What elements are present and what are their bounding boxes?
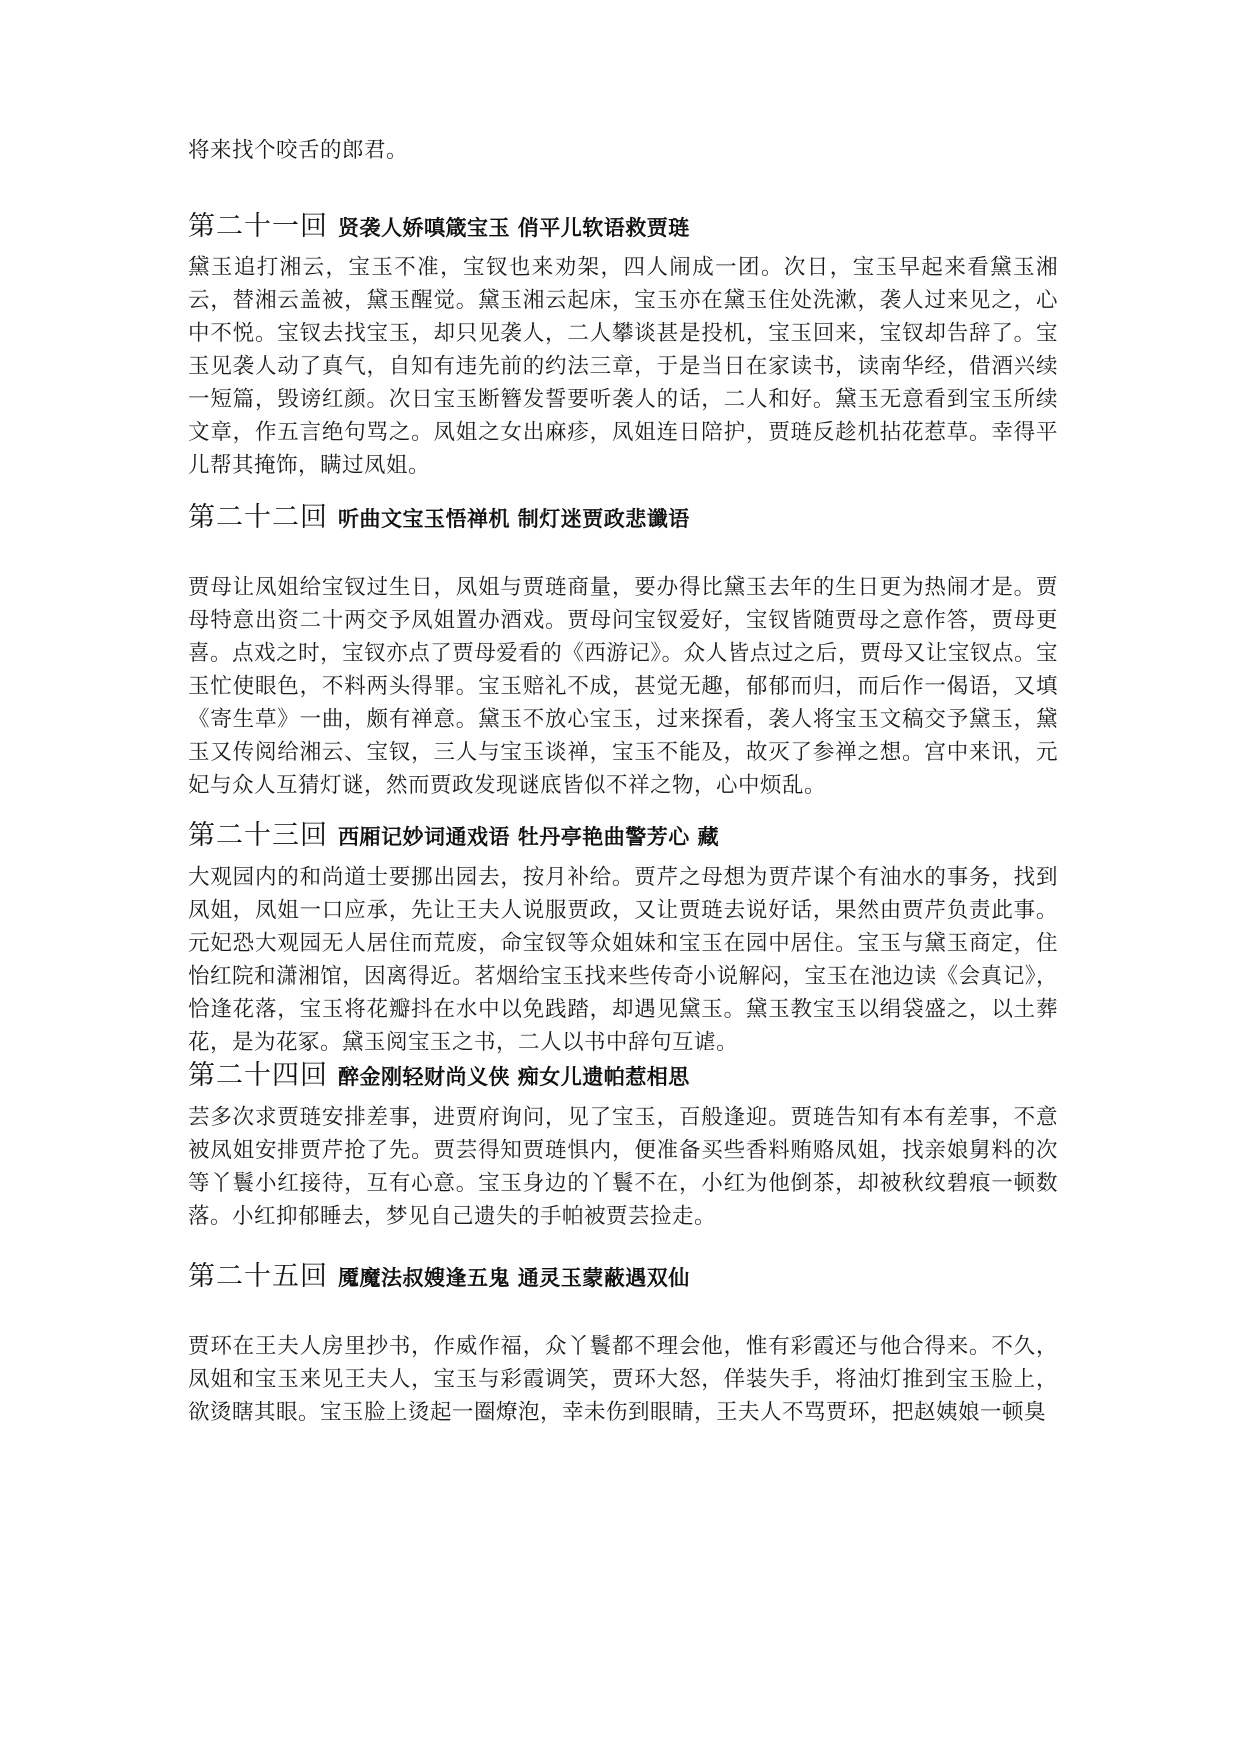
chapter-number: 第二十五回 [188,1261,328,1292]
chapter-title: 西厢记妙词通戏语 牡丹亭艳曲警芳心 藏 [338,824,720,849]
chapter-title: 醉金刚轻财尚义侠 痴女儿遗帕惹相思 [338,1064,690,1089]
chapter-number: 第二十一回 [188,211,328,242]
chapter-heading [188,1053,1058,1092]
chapter-title: 听曲文宝玉悟禅机 制灯迷贾政悲谶语 [338,506,690,531]
chapter-heading [188,813,1058,852]
chapter-summary: 芸多次求贾琏安排差事，进贾府询问，见了宝玉，百般逢迎。贾琏告知有本有差事，不意被凤姐安排贾芹抢了先。贾芸得知贾琏惧内，便准备买些香料贿赂凤姐，找亲娘舅料的次等丫鬟小红接待，互有心意。宝玉身边的丫鬟不在，小红为他倒茶，却被秋纹碧痕一顿数落。小红抑郁睡去，梦见自己遗失的手帕被贾芸捡走。 [188,1105,1058,1229]
chapter-number: 第二十三回 [188,820,328,851]
chapter-number: 第二十四回 [188,1060,328,1091]
chapter-title: 贤袭人娇嗔箴宝玉 俏平儿软语救贾琏 [338,215,690,240]
chapter-summary: 黛玉追打湘云，宝玉不准，宝钗也来劝架，四人闹成一团。次日，宝玉早起来看黛玉湘云，替湘云盖被，黛玉醒觉。黛玉湘云起床，宝玉亦在黛玉住处洗漱，袭人过来见之，心中不悦。宝钗去找宝玉，却只见袭人，二人攀谈甚是投机，宝玉回来，宝钗却告辞了。宝玉见袭人动了真气，自知有违先前的约法三章，于是当日在家读书，读南华经，借酒兴续一短篇，毁谤红颜。次日宝玉断簪发誓要听袭人的话，二人和好。黛玉无意看到宝玉所续文章，作五言绝句骂之。凤姐之女出麻疹，凤姐连日陪护，贾琏反趁机拈花惹草。幸得平儿帮其掩饰，瞒过凤姐。 [188,255,1058,478]
intro-line: 将来找个咬舌的郎君。 [188,138,409,163]
chapter-summary: 贾环在王夫人房里抄书，作威作福，众丫鬟都不理会他，惟有彩霞还与他合得来。不久，凤姐和宝玉来见王夫人，宝玉与彩霞调笑，贾环大怒，佯装失手，将油灯推到宝玉脸上，欲烫瞎其眼。宝玉脸上烫起一圈燎泡，幸未伤到眼睛，王夫人不骂贾环，把赵姨娘一顿臭 [188,1334,1058,1425]
chapter-heading [188,204,1058,243]
chapter-number: 第二十二回 [188,502,328,533]
chapter-heading [188,1254,1058,1293]
chapter-summary: 贾母让凤姐给宝钗过生日，凤姐与贾琏商量，要办得比黛玉去年的生日更为热闹才是。贾母特意出资二十两交予凤姐置办酒戏。贾母问宝钗爱好，宝钗皆随贾母之意作答，贾母更喜。点戏之时，宝钗亦点了贾母爱看的《西游记》。众人皆点过之后，贾母又让宝钗点。宝玉忙使眼色，不料两头得罪。宝玉赔礼不成，甚觉无趣，郁郁而归，而后作一偈语，又填《寄生草》一曲，颇有禅意。黛玉不放心宝玉，过来探看，袭人将宝玉文稿交予黛玉，黛玉又传阅给湘云、宝钗，三人与宝玉谈禅，宝玉不能及，故灭了参禅之想。宫中来讯，元妃与众人互猜灯谜，然而贾政发现谜底皆似不祥之物，心中烦乱。 [188,575,1058,798]
chapter-summary: 大观园内的和尚道士要挪出园去，按月补给。贾芹之母想为贾芹谋个有油水的事务，找到凤姐，凤姐一口应承，先让王夫人说服贾政，又让贾琏去说好话，果然由贾芹负责此事。元妃恐大观园无人居住而荒废，命宝钗等众姐妹和宝玉在园中居住。宝玉与黛玉商定，住怡红院和潇湘馆，因离得近。茗烟给宝玉找来些传奇小说解闷，宝玉在池边读《会真记》，恰逢花落，宝玉将花瓣抖在水中以免践踏，却遇见黛玉。黛玉教宝玉以绢袋盛之，以土葬花，是为花冢。黛玉阅宝玉之书，二人以书中辞句互谑。 [188,865,1058,1055]
chapter-heading [188,495,1058,534]
chapter-title: 魇魔法叔嫂逢五鬼 通灵玉蒙蔽遇双仙 [338,1265,690,1290]
